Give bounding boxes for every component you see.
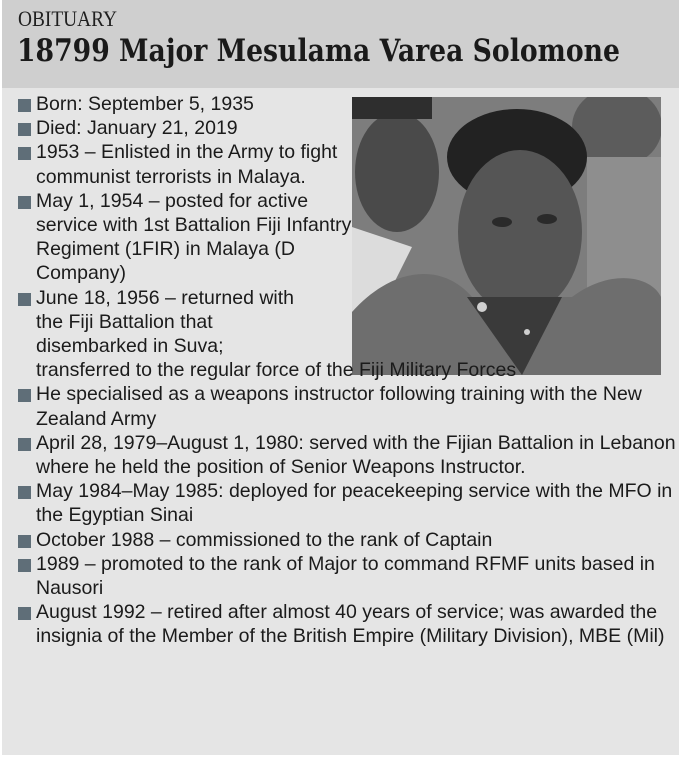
list-item [16,92,676,116]
square-bullet-icon [18,99,31,112]
list-item [16,189,356,286]
list-item-text: May 1, 1954 – posted for active service with 1st Battalion Fiji Infantry Regiment (1FIR) in Malaya (D Company) [36,189,352,285]
square-bullet-icon [18,559,31,572]
list-item [16,431,676,479]
list-item-text: He specialised as a weapons instructor following training with the New Zealand Army [36,383,642,430]
timeline-list [16,92,676,649]
square-bullet-icon [18,438,31,451]
list-item-continuation: transferred to the regular force of the Fiji Military Forces [36,359,517,382]
list-item [16,116,676,140]
list-item [16,552,676,600]
list-item-text: May 1984–May 1985: deployed for peacekeeping service with the MFO in the Egyptian Sinai [36,480,673,527]
square-bullet-icon [18,196,31,209]
list-item-text: 1953 – Enlisted in the Army to fight communist terrorists in Malaya. [36,141,338,188]
square-bullet-icon [18,389,31,402]
list-item [16,479,676,527]
list-item-text: August 1992 – retired after almost 40 years of service; was awarded the insignia of the Member of the British Empire (Military Division), MBE (Mil) [36,601,665,648]
list-item-text: Died: January 21, 2019 [36,117,238,140]
square-bullet-icon [18,535,31,548]
square-bullet-icon [18,293,31,306]
list-item-text: 1989 – promoted to the rank of Major to command RFMF units based in Nausori [36,552,655,600]
square-bullet-icon [18,607,31,620]
page-title: 18799 Major Mesulama Varea Solomone [17,33,620,69]
list-item-text: June 18, 1956 – returned with the Fiji Battalion that disembarked in Suva; [36,286,295,358]
list-item [16,286,676,383]
section-kicker: OBITUARY [18,6,117,31]
list-item [16,600,676,648]
list-item [16,140,356,188]
square-bullet-icon [18,486,31,499]
list-item [16,528,676,552]
obituary-card [2,0,679,755]
list-item-text: Born: September 5, 1935 [36,93,254,115]
list-item-text: April 28, 1979–August 1, 1980: served with the Fijian Battalion in Lebanon where he held the position of Senior Weapons Instructor. [36,431,676,479]
list-item [16,382,676,430]
header-band [2,0,679,88]
square-bullet-icon [18,123,31,136]
list-item-text: October 1988 – commissioned to the rank of Captain [36,528,493,551]
square-bullet-icon [18,147,31,160]
